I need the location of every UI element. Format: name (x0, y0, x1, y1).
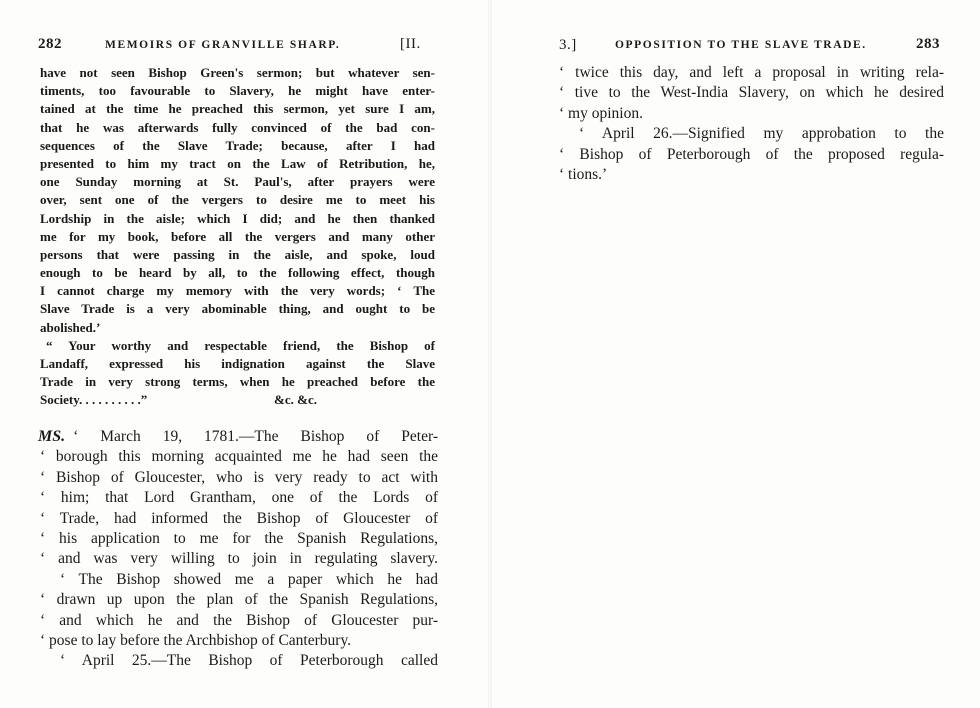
text-line: ‘ and which he and the Bishop of Gloucester pur- (40, 611, 438, 629)
text-line: ‘ drawn up upon the plan of the Spanish Regulations, (40, 591, 438, 609)
text-line: ‘ tive to the West-India Slavery, on which he desired (559, 84, 944, 102)
text-line: timents, too favourable to Slavery, he might have enter- (40, 83, 435, 99)
text-line: that he was afterwards fully convinced of the bad con- (40, 119, 435, 135)
quote-ending: Society. . . . . . . . . .” (40, 392, 148, 408)
text-line-content: ‘ March 19, 1781.—The Bishop of Peter- (73, 428, 438, 445)
text-line: I cannot charge my memory with the very words; ‘ The (40, 283, 435, 299)
etc-mark: &c. &c. (274, 392, 317, 408)
text-line: Landaff, expressed his indignation against the Slave (40, 356, 435, 371)
quote-block (40, 64, 435, 410)
text-line: ‘ The Bishop showed me a paper which he had (60, 570, 438, 588)
text-line: me for my book, before all the vergers and many other (40, 228, 435, 244)
text-line: presented to him my tract on the Law of Retribution, he, (40, 155, 435, 171)
text-line: enough to be heard by all, to the following effect, though (40, 265, 435, 281)
text-line: ‘ twice this day, and left a proposal in writing rela- (559, 64, 944, 81)
ms-label: MS. (38, 428, 66, 445)
text-line (40, 427, 438, 447)
manuscript-block (40, 427, 438, 672)
text-line: ‘ his application to me for the Spanish Regulations, (40, 529, 438, 547)
text-line: one Sunday morning at St. Paul's, after prayers were (40, 174, 435, 190)
manuscript-continuation (559, 63, 944, 185)
text-line: ‘ Bishop of Gloucester, who is very ready to act with (40, 468, 438, 486)
text-line: ‘ and was very willing to join in regulating slavery. (40, 550, 438, 568)
text-line: abolished.’ (40, 319, 101, 335)
section-mark: 3.] (559, 37, 577, 53)
text-line: Trade in very strong terms, when he preached before the (40, 374, 435, 390)
text-line: sequences of the Slave Trade; because, after I had (40, 137, 435, 153)
text-line: ‘ tions.’ (559, 165, 608, 183)
text-line: Slave Trade is a very abominable thing, and ought to be (40, 301, 435, 317)
text-line: tained at the time he preached this sermon, yet sure I am, (40, 101, 435, 117)
section-mark: [II. (400, 36, 421, 52)
page-number: 282 (38, 36, 62, 52)
text-line: ‘ my opinion. (559, 104, 643, 122)
signature-line (40, 391, 435, 409)
text-line: ‘ April 25.—The Bishop of Peterborough called (60, 652, 438, 670)
text-line: persons that were passing in the aisle, and spoke, loud (40, 246, 435, 262)
page-number: 283 (916, 36, 940, 52)
text-line: “ Your worthy and respectable friend, the Bishop of (46, 337, 435, 353)
text-line: ‘ Trade, had informed the Bishop of Gloucester of (40, 509, 438, 527)
running-head: OPPOSITION TO THE SLAVE TRADE. (615, 39, 867, 51)
running-head: MEMOIRS OF GRANVILLE SHARP. (105, 39, 341, 51)
text-line: ‘ him; that Lord Grantham, one of the Lords of (40, 489, 438, 507)
text-line: ‘ Bishop of Peterborough of the proposed regula- (559, 145, 944, 163)
text-line: ‘ borough this morning acquainted me he had seen the (40, 448, 438, 466)
text-line: have not seen Bishop Green's sermon; but whatever sen- (40, 65, 435, 80)
right-page (490, 0, 980, 708)
text-line: ‘ April 26.—Signified my approbation to the (579, 125, 944, 143)
text-line: over, sent one of the vergers to desire me to meet his (40, 192, 435, 208)
text-line: Lordship in the aisle; which I did; and he then thanked (40, 210, 435, 226)
text-line: ‘ pose to lay before the Archbishop of Canterbury. (40, 631, 352, 649)
